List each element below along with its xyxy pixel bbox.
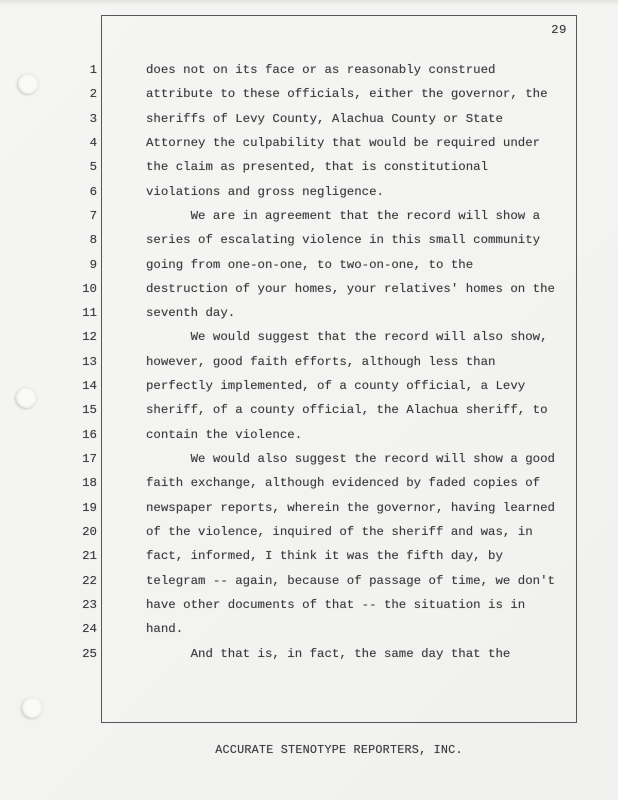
line-text: We are in agreement that the record will show a xyxy=(146,208,541,223)
line-text: fact, informed, I think it was the fifth day, by xyxy=(146,549,503,564)
line-number: 10 xyxy=(82,281,97,296)
line-number: 5 xyxy=(89,160,97,175)
line-text: And that is, in fact, the same day that the xyxy=(146,646,511,661)
transcript-line xyxy=(0,204,618,228)
line-number: 2 xyxy=(89,87,97,102)
line-text: faith exchange, although evidenced by faded copies of xyxy=(146,476,541,491)
line-number: 19 xyxy=(82,500,97,515)
transcript-line xyxy=(0,617,618,641)
transcript-line xyxy=(0,107,618,131)
transcript-body xyxy=(0,58,618,666)
punch-hole-bottom xyxy=(22,697,43,718)
transcript-line xyxy=(0,496,618,520)
transcript-line xyxy=(0,253,618,277)
transcript-line xyxy=(0,423,618,447)
transcript-line xyxy=(0,398,618,422)
line-number: 18 xyxy=(82,476,97,491)
page-number: 29 xyxy=(551,23,567,37)
line-text: have other documents of that -- the situation is in xyxy=(146,597,526,612)
transcript-line xyxy=(0,228,618,252)
line-text: contain the violence. xyxy=(146,427,303,442)
line-number: 13 xyxy=(82,354,97,369)
line-text: sheriffs of Levy County, Alachua County or State xyxy=(146,111,503,126)
line-number: 22 xyxy=(82,573,97,588)
line-number: 23 xyxy=(82,597,97,612)
line-text: going from one-on-one, to two-on-one, to the xyxy=(146,257,474,272)
transcript-line xyxy=(0,155,618,179)
line-number: 1 xyxy=(89,63,97,77)
line-text: sheriff, of a county official, the Alachua sheriff, to xyxy=(146,403,548,418)
line-number: 20 xyxy=(82,524,97,539)
line-number: 15 xyxy=(82,403,97,418)
transcript-line xyxy=(0,374,618,398)
line-text: seventh day. xyxy=(146,306,236,321)
line-number: 25 xyxy=(82,646,97,661)
line-number: 24 xyxy=(82,622,97,637)
line-number: 6 xyxy=(89,184,97,199)
transcript-line xyxy=(0,180,618,204)
line-text: We would suggest that the record will also show, xyxy=(146,330,548,345)
transcript-line xyxy=(0,131,618,155)
line-number: 17 xyxy=(82,452,97,466)
line-text: destruction of your homes, your relatives' homes on the xyxy=(146,281,555,296)
line-number: 11 xyxy=(82,306,97,321)
line-text: We would also suggest the record will show a good xyxy=(146,452,555,466)
line-text: telegram -- again, because of passage of time, we don't xyxy=(146,573,555,588)
line-text: Attorney the culpability that would be required under xyxy=(146,135,541,150)
line-number: 7 xyxy=(89,208,97,223)
line-text: attribute to these officials, either the governor, the xyxy=(146,87,548,102)
line-text: of the violence, inquired of the sheriff and was, in xyxy=(146,524,533,539)
transcript-line xyxy=(0,82,618,106)
transcript-line xyxy=(0,642,618,666)
line-number: 3 xyxy=(89,111,97,126)
line-number: 8 xyxy=(89,233,97,248)
line-number: 21 xyxy=(82,549,97,564)
transcript-line xyxy=(0,569,618,593)
line-number: 9 xyxy=(89,257,97,272)
transcript-line xyxy=(0,471,618,495)
line-text: the claim as presented, that is constitutional xyxy=(146,160,489,175)
transcript-line xyxy=(0,277,618,301)
line-text: perfectly implemented, of a county official, a Levy xyxy=(146,379,526,394)
line-text: does not on its face or as reasonably construed xyxy=(146,63,496,77)
line-number: 16 xyxy=(82,427,97,442)
line-text: series of escalating violence in this small community xyxy=(146,233,541,248)
line-text: violations and gross negligence. xyxy=(146,184,384,199)
line-number: 4 xyxy=(89,135,97,150)
reporter-footer: ACCURATE STENOTYPE REPORTERS, INC. xyxy=(215,743,463,757)
line-text: hand. xyxy=(146,622,184,637)
transcript-line xyxy=(0,447,618,471)
line-text: newspaper reports, wherein the governor, having learned xyxy=(146,500,555,515)
line-text: however, good faith efforts, although less than xyxy=(146,354,496,369)
transcript-line xyxy=(0,544,618,568)
transcript-line xyxy=(0,593,618,617)
transcript-line xyxy=(0,520,618,544)
transcript-line xyxy=(0,58,618,82)
line-number: 14 xyxy=(82,379,97,394)
transcript-line xyxy=(0,350,618,374)
line-number: 12 xyxy=(82,330,97,345)
transcript-line xyxy=(0,301,618,325)
transcript-line xyxy=(0,325,618,349)
